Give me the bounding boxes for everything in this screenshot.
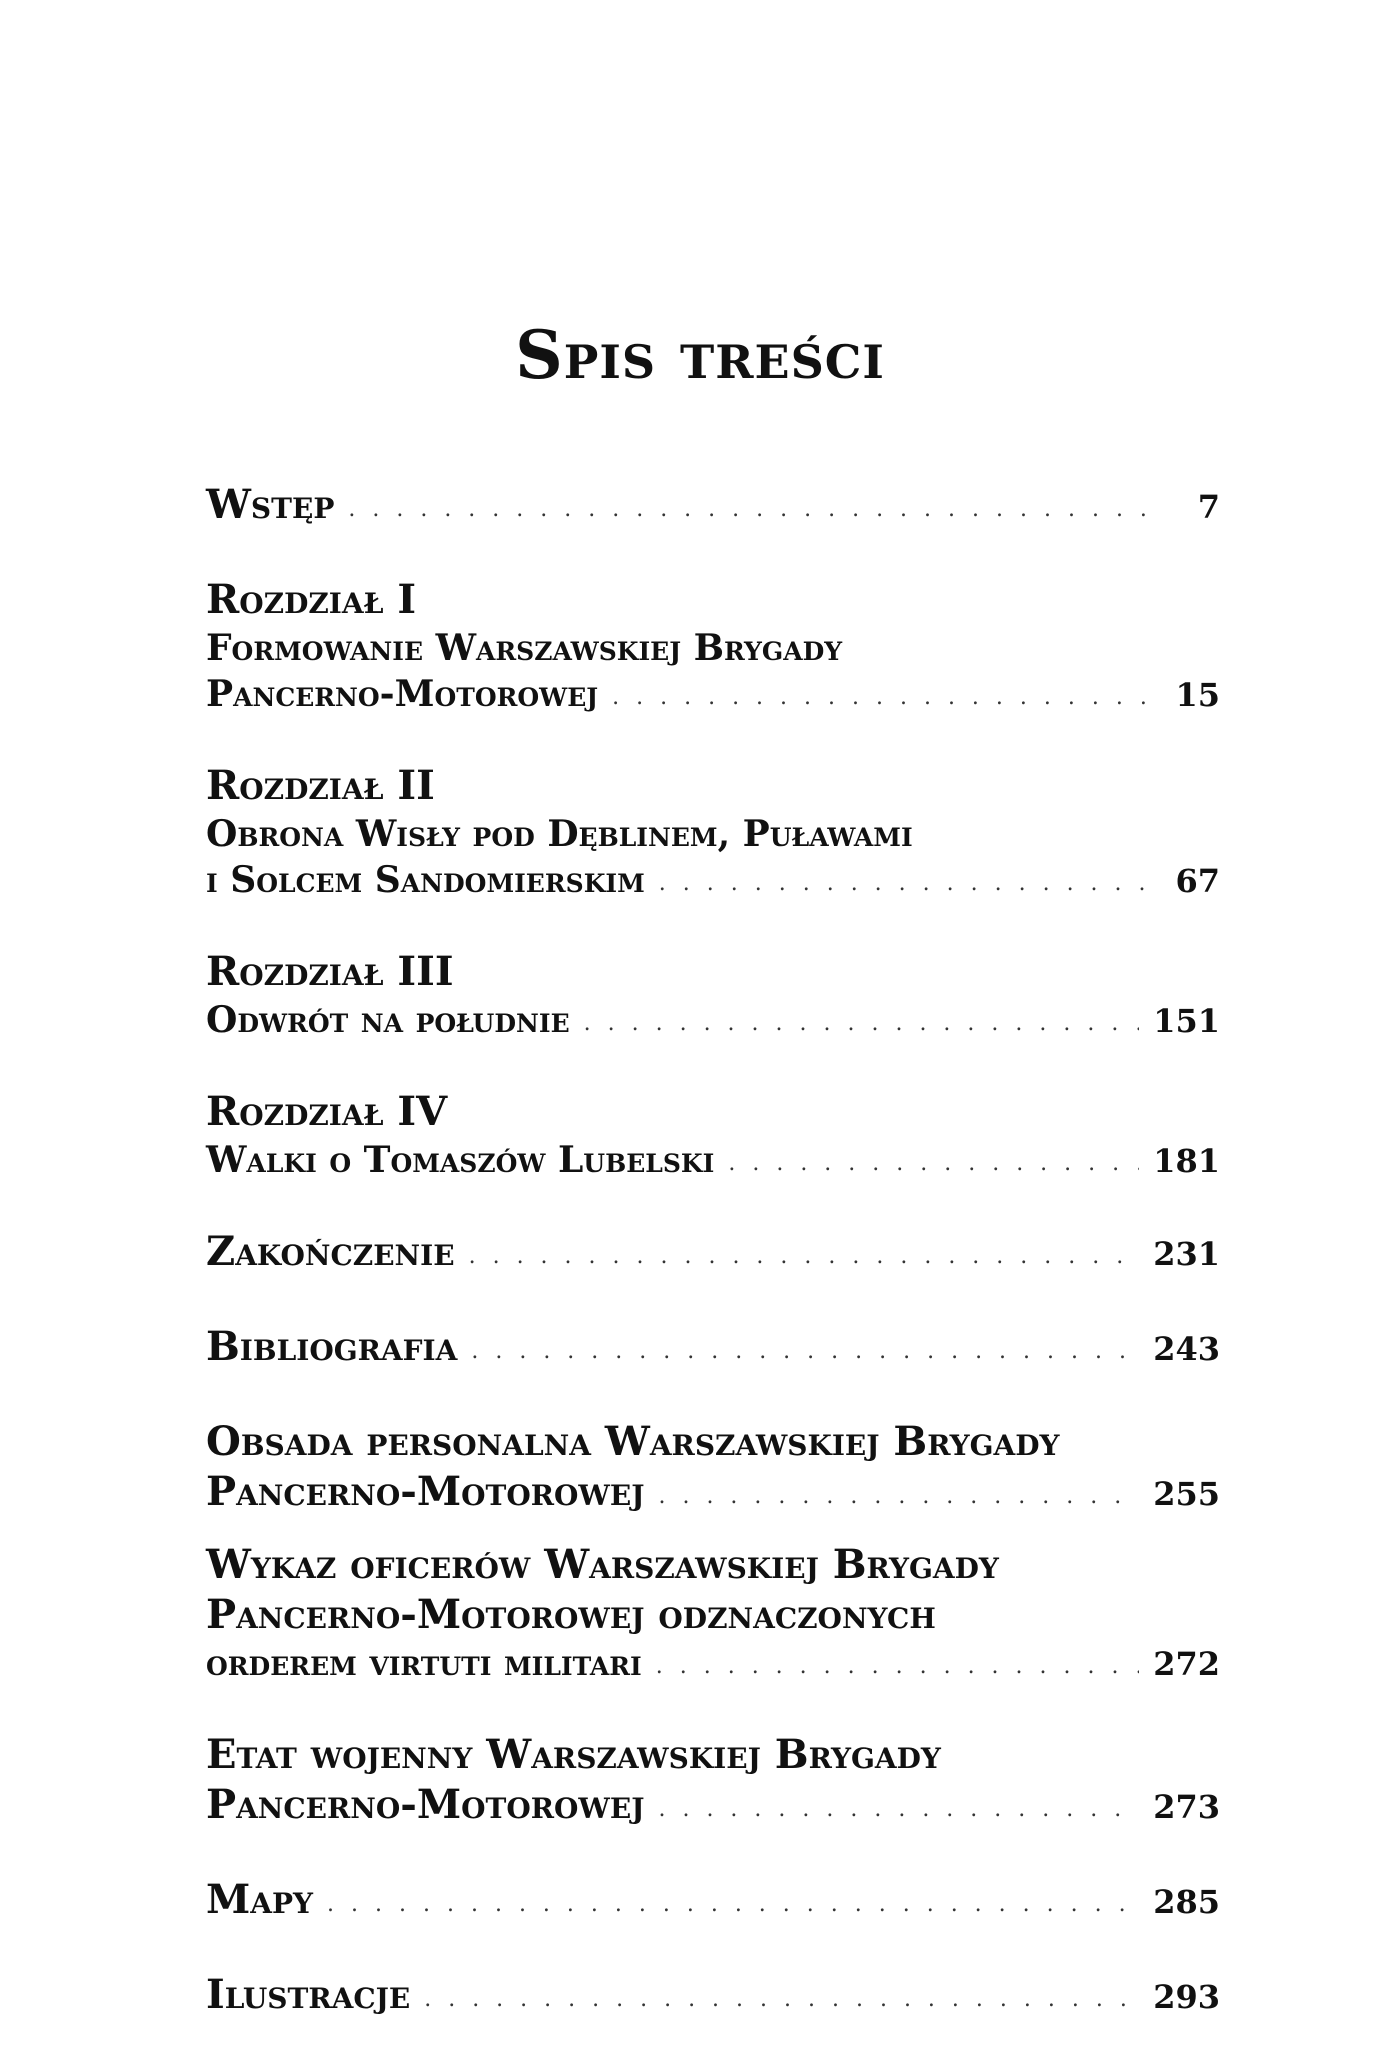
toc-entry-bibliografia[interactable]: [206, 1322, 1220, 1379]
toc-entry-zakonczenie[interactable]: [206, 1227, 1220, 1284]
toc-entry-line: [206, 1875, 1220, 1932]
dot-leader: [659, 861, 1146, 907]
toc-entry-rozdzial-4[interactable]: [206, 1087, 1220, 1189]
toc-page-number: 255: [1153, 1475, 1220, 1513]
toc-entry-title: orderem virtuti militari: [206, 1642, 642, 1684]
toc-entry-line: [206, 1322, 1220, 1379]
toc-entry-title: Formowanie Warszawskiej Brygady: [206, 627, 843, 669]
toc-entry-etat[interactable]: [206, 1730, 1220, 1837]
toc-entry-title: Wstęp: [206, 481, 335, 528]
toc-entry-ilustracje[interactable]: [206, 1970, 1220, 2027]
toc-page-number: 272: [1153, 1645, 1220, 1683]
toc-page-number: 7: [1197, 488, 1220, 526]
dot-leader: [424, 1975, 1139, 2025]
toc-entry-title: i Solcem Sandomierskim: [206, 859, 645, 901]
toc-page-number: 273: [1153, 1788, 1220, 1826]
toc-entry-title: Walki o Tomaszów Lubelski: [206, 1139, 715, 1181]
toc-page-number: 293: [1153, 1978, 1220, 2016]
toc-entry-line: [206, 1970, 1220, 2027]
dot-leader: [471, 1327, 1139, 1377]
toc-entry-title: Mapy: [206, 1876, 314, 1923]
dot-leader: [327, 1880, 1139, 1930]
table-of-contents: [206, 480, 1220, 2065]
chapter-label: Rozdział II: [206, 762, 435, 809]
toc-page-number: 181: [1153, 1142, 1220, 1180]
toc-entry-title: Wykaz oficerów Warszawskiej Brygady: [206, 1541, 999, 1588]
toc-entry-title: Zakończenie: [206, 1228, 455, 1275]
toc-page-number: 151: [1153, 1002, 1220, 1040]
toc-entry-title: Pancerno-Motorowej: [206, 673, 599, 715]
toc-entry-line: [206, 480, 1220, 537]
dot-leader: [656, 1644, 1139, 1690]
toc-page-number: 67: [1175, 862, 1220, 900]
toc-entry-line: [206, 1467, 1220, 1524]
toc-entry-rozdzial-2[interactable]: [206, 761, 1220, 909]
toc-entry-title: Pancerno-Motorowej odznaczonych: [206, 1591, 936, 1638]
toc-page-number: 15: [1175, 676, 1220, 714]
dot-leader: [612, 675, 1146, 721]
toc-entry-wstep[interactable]: [206, 480, 1220, 537]
page-title: Spis treści: [515, 316, 885, 394]
dot-leader: [658, 1472, 1139, 1522]
toc-entry-line: [206, 1227, 1220, 1284]
toc-entry-line: [206, 1780, 1220, 1837]
toc-page-number: 285: [1153, 1883, 1220, 1921]
dot-leader: [658, 1785, 1139, 1835]
chapter-label: Rozdział IV: [206, 1088, 448, 1135]
toc-entry-obsada[interactable]: [206, 1417, 1220, 1524]
toc-entry-title: Obrona Wisły pod Dęblinem, Puławami: [206, 813, 913, 855]
toc-page-number: 231: [1153, 1235, 1220, 1273]
toc-entry-title: Pancerno-Motorowej: [206, 1781, 645, 1828]
toc-entry-title: Etat wojenny Warszawskiej Brygady: [206, 1731, 941, 1778]
toc-entry-title: Obsada personalna Warszawskiej Brygady: [206, 1418, 1060, 1465]
dot-leader: [728, 1141, 1139, 1187]
dot-leader: [584, 1001, 1140, 1047]
toc-entry-title: Odwrót na południe: [206, 999, 570, 1041]
dot-leader: [469, 1232, 1140, 1282]
dot-leader: [348, 485, 1146, 535]
toc-entry-line: [206, 671, 1220, 723]
toc-entry-rozdzial-1[interactable]: [206, 575, 1220, 723]
toc-entry-rozdzial-3[interactable]: [206, 947, 1220, 1049]
toc-entry-line: [206, 857, 1220, 909]
toc-entry-line: [206, 1137, 1220, 1189]
toc-entry-title: Ilustracje: [206, 1971, 411, 2018]
toc-entry-title: Pancerno-Motorowej: [206, 1468, 645, 1515]
toc-entry-mapy[interactable]: [206, 1875, 1220, 1932]
chapter-label: Rozdział I: [206, 576, 417, 623]
toc-entry-line: [206, 997, 1220, 1049]
chapter-label: Rozdział III: [206, 948, 454, 995]
toc-entry-line: [206, 1640, 1220, 1692]
toc-entry-wykaz[interactable]: [206, 1540, 1220, 1692]
toc-entry-title: Bibliografia: [206, 1323, 458, 1370]
toc-page-number: 243: [1153, 1330, 1220, 1368]
